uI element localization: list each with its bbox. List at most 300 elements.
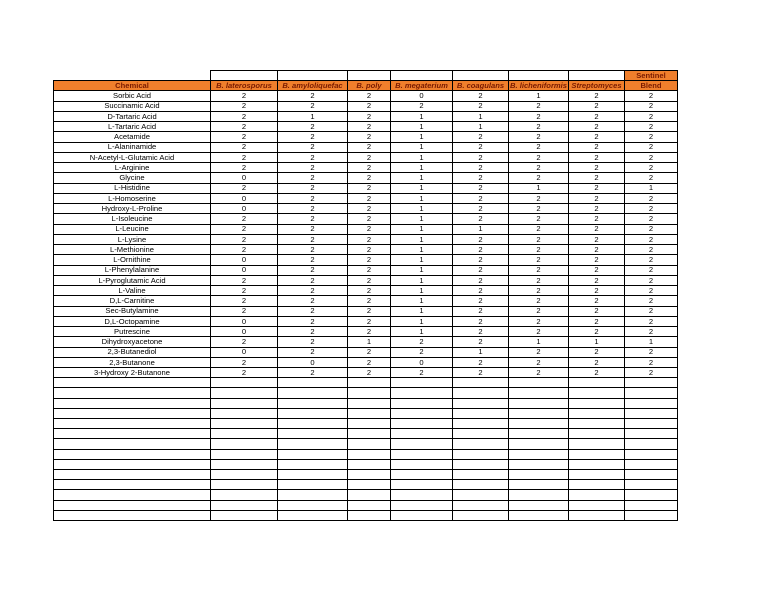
score-cell: 2 xyxy=(278,316,348,326)
empty-cell xyxy=(569,490,625,500)
empty-cell xyxy=(348,449,391,459)
table-row xyxy=(54,286,678,296)
table-row xyxy=(54,163,678,173)
score-cell: 2 xyxy=(348,204,391,214)
chemical-name-cell: Hydroxy-L-Proline xyxy=(54,204,211,214)
empty-cell xyxy=(278,510,348,520)
empty-row xyxy=(54,459,678,469)
score-cell: 2 xyxy=(348,347,391,357)
score-cell: 2 xyxy=(278,173,348,183)
empty-cell xyxy=(453,459,509,469)
empty-cell xyxy=(625,480,678,490)
score-cell: 2 xyxy=(509,368,569,378)
blank-header-cell xyxy=(348,71,391,81)
table-row xyxy=(54,173,678,183)
score-cell: 2 xyxy=(348,214,391,224)
column-header-licheniformis: B. licheniformis xyxy=(510,80,567,90)
chemical-name-cell: L-Tartaric Acid xyxy=(54,122,211,132)
score-cell: 2 xyxy=(453,337,509,347)
table-row xyxy=(54,132,678,142)
score-cell: 2 xyxy=(453,132,509,142)
score-cell: 2 xyxy=(211,275,278,285)
score-cell: 2 xyxy=(569,204,625,214)
score-cell: 1 xyxy=(391,163,453,173)
empty-cell xyxy=(348,419,391,429)
score-cell: 2 xyxy=(278,183,348,193)
score-cell: 2 xyxy=(348,91,391,101)
score-cell: 2 xyxy=(509,245,569,255)
empty-cell xyxy=(348,490,391,500)
top-header-row xyxy=(54,71,678,81)
table-row xyxy=(54,193,678,203)
score-cell: 2 xyxy=(453,193,509,203)
score-cell: 2 xyxy=(625,111,678,121)
score-cell: 2 xyxy=(348,142,391,152)
score-cell: 2 xyxy=(625,357,678,367)
score-cell: 2 xyxy=(453,275,509,285)
score-cell: 2 xyxy=(625,91,678,101)
chemical-name-cell: D,L-Carnitine xyxy=(54,296,211,306)
score-cell: 2 xyxy=(453,327,509,337)
empty-cell xyxy=(453,419,509,429)
empty-cell xyxy=(348,500,391,510)
score-cell: 2 xyxy=(348,234,391,244)
empty-cell xyxy=(348,408,391,418)
empty-cell xyxy=(625,408,678,418)
score-cell: 2 xyxy=(569,101,625,111)
score-cell: 2 xyxy=(348,306,391,316)
table-row xyxy=(54,296,678,306)
table-row xyxy=(54,214,678,224)
chemical-name-cell: L-Arginine xyxy=(54,163,211,173)
score-cell: 2 xyxy=(569,286,625,296)
table-row xyxy=(54,368,678,378)
empty-cell xyxy=(278,429,348,439)
empty-cell xyxy=(278,459,348,469)
score-cell: 1 xyxy=(391,234,453,244)
chemical-name-cell: Dihydroxyacetone xyxy=(54,337,211,347)
empty-cell xyxy=(54,490,211,500)
score-cell: 2 xyxy=(509,286,569,296)
empty-cell xyxy=(453,388,509,398)
table-row xyxy=(54,224,678,234)
score-cell: 2 xyxy=(509,265,569,275)
table-row xyxy=(54,265,678,275)
score-cell: 2 xyxy=(569,173,625,183)
empty-cell xyxy=(453,490,509,500)
score-cell: 2 xyxy=(569,265,625,275)
empty-cell xyxy=(348,510,391,520)
score-cell: 2 xyxy=(625,368,678,378)
empty-cell xyxy=(509,429,569,439)
empty-row xyxy=(54,500,678,510)
score-cell: 2 xyxy=(625,132,678,142)
score-cell: 2 xyxy=(453,234,509,244)
score-cell: 2 xyxy=(625,214,678,224)
score-cell: 2 xyxy=(569,224,625,234)
score-cell: 2 xyxy=(211,163,278,173)
empty-cell xyxy=(391,449,453,459)
empty-cell xyxy=(211,480,278,490)
empty-row xyxy=(54,408,678,418)
chemical-name-cell: D,L-Octopamine xyxy=(54,316,211,326)
score-cell: 2 xyxy=(278,265,348,275)
empty-cell xyxy=(625,490,678,500)
empty-cell xyxy=(54,378,211,388)
score-cell: 2 xyxy=(509,327,569,337)
score-cell: 2 xyxy=(391,101,453,111)
score-cell: 2 xyxy=(569,122,625,132)
score-cell: 2 xyxy=(278,224,348,234)
empty-cell xyxy=(211,490,278,500)
chemical-name-cell: N-Acetyl-L-Glutamic Acid xyxy=(54,152,211,162)
score-cell: 2 xyxy=(625,152,678,162)
empty-cell xyxy=(348,480,391,490)
empty-cell xyxy=(625,469,678,479)
chemical-name-cell: Acetamide xyxy=(54,132,211,142)
score-cell: 2 xyxy=(211,122,278,132)
score-cell: 2 xyxy=(569,142,625,152)
score-cell: 2 xyxy=(211,183,278,193)
score-cell: 2 xyxy=(453,214,509,224)
table-row xyxy=(54,275,678,285)
chemical-name-cell: L-Pyroglutamic Acid xyxy=(54,275,211,285)
score-cell: 2 xyxy=(625,306,678,316)
score-cell: 2 xyxy=(453,163,509,173)
empty-cell xyxy=(453,500,509,510)
score-cell: 2 xyxy=(278,101,348,111)
table-row xyxy=(54,347,678,357)
table-body xyxy=(54,71,678,521)
score-cell: 2 xyxy=(211,224,278,234)
chemical-name-cell: L-Phenylalanine xyxy=(54,265,211,275)
score-cell: 0 xyxy=(211,316,278,326)
score-cell: 2 xyxy=(348,327,391,337)
empty-cell xyxy=(509,408,569,418)
score-cell: 2 xyxy=(348,286,391,296)
empty-cell xyxy=(453,480,509,490)
empty-cell xyxy=(391,408,453,418)
table-row xyxy=(54,357,678,367)
empty-cell xyxy=(569,419,625,429)
score-cell: 0 xyxy=(211,204,278,214)
table-row xyxy=(54,255,678,265)
score-cell: 2 xyxy=(453,296,509,306)
table-row xyxy=(54,91,678,101)
empty-cell xyxy=(211,388,278,398)
column-header-blend: Blend xyxy=(625,81,678,91)
score-cell: 2 xyxy=(509,296,569,306)
score-cell: 0 xyxy=(391,357,453,367)
empty-cell xyxy=(509,419,569,429)
empty-cell xyxy=(569,480,625,490)
score-cell: 2 xyxy=(625,101,678,111)
score-cell: 2 xyxy=(569,255,625,265)
chemical-name-cell: L-Isoleucine xyxy=(54,214,211,224)
empty-cell xyxy=(569,500,625,510)
empty-cell xyxy=(453,510,509,520)
score-cell: 2 xyxy=(348,275,391,285)
score-cell: 2 xyxy=(569,111,625,121)
empty-cell xyxy=(278,398,348,408)
score-cell: 2 xyxy=(453,245,509,255)
score-cell: 1 xyxy=(391,173,453,183)
score-cell: 2 xyxy=(569,193,625,203)
score-cell: 2 xyxy=(278,306,348,316)
score-cell: 2 xyxy=(453,101,509,111)
score-cell: 0 xyxy=(211,255,278,265)
score-cell: 2 xyxy=(509,316,569,326)
score-cell: 2 xyxy=(211,245,278,255)
score-cell: 1 xyxy=(278,111,348,121)
table-row xyxy=(54,111,678,121)
table-row xyxy=(54,306,678,316)
empty-cell xyxy=(569,510,625,520)
score-cell: 2 xyxy=(278,193,348,203)
chemical-name-cell: Putrescine xyxy=(54,327,211,337)
score-cell: 2 xyxy=(278,255,348,265)
score-cell: 2 xyxy=(569,327,625,337)
score-cell: 2 xyxy=(509,122,569,132)
score-cell: 2 xyxy=(509,193,569,203)
score-cell: 0 xyxy=(211,173,278,183)
score-cell: 2 xyxy=(391,347,453,357)
score-cell: 2 xyxy=(278,142,348,152)
empty-cell xyxy=(509,378,569,388)
empty-row xyxy=(54,490,678,500)
score-cell: 2 xyxy=(569,183,625,193)
score-cell: 2 xyxy=(278,214,348,224)
empty-cell xyxy=(54,449,211,459)
score-cell: 1 xyxy=(391,111,453,121)
empty-cell xyxy=(348,439,391,449)
blank-header-cell xyxy=(509,71,569,81)
score-cell: 2 xyxy=(278,152,348,162)
score-cell: 2 xyxy=(509,152,569,162)
score-cell: 2 xyxy=(509,306,569,316)
empty-cell xyxy=(54,510,211,520)
score-cell: 2 xyxy=(278,204,348,214)
empty-cell xyxy=(625,500,678,510)
empty-cell xyxy=(391,480,453,490)
empty-cell xyxy=(391,398,453,408)
score-cell: 1 xyxy=(391,265,453,275)
column-header-coagulans: B. coagulans xyxy=(453,81,509,91)
empty-row xyxy=(54,449,678,459)
score-cell: 0 xyxy=(391,91,453,101)
empty-cell xyxy=(569,388,625,398)
score-cell: 1 xyxy=(453,224,509,234)
score-cell: 2 xyxy=(509,214,569,224)
score-cell: 2 xyxy=(278,91,348,101)
score-cell: 2 xyxy=(625,275,678,285)
empty-cell xyxy=(391,490,453,500)
column-header-megaterium: B. megaterium xyxy=(391,81,453,91)
empty-row xyxy=(54,480,678,490)
score-cell: 2 xyxy=(348,163,391,173)
chemical-name-cell: 3-Hydroxy 2-Butanone xyxy=(54,368,211,378)
empty-row xyxy=(54,469,678,479)
blank-header-cell xyxy=(391,71,453,81)
score-cell: 2 xyxy=(569,347,625,357)
score-cell: 2 xyxy=(625,245,678,255)
score-cell: 2 xyxy=(625,286,678,296)
score-cell: 2 xyxy=(509,142,569,152)
score-cell: 1 xyxy=(453,111,509,121)
score-cell: 2 xyxy=(509,163,569,173)
score-cell: 1 xyxy=(391,122,453,132)
empty-cell xyxy=(278,449,348,459)
table-row xyxy=(54,316,678,326)
score-cell: 2 xyxy=(348,265,391,275)
score-cell: 2 xyxy=(453,286,509,296)
score-cell: 2 xyxy=(569,245,625,255)
empty-cell xyxy=(278,419,348,429)
chemical-table xyxy=(53,70,678,521)
score-cell: 2 xyxy=(211,234,278,244)
score-cell: 2 xyxy=(625,327,678,337)
empty-cell xyxy=(625,429,678,439)
empty-row xyxy=(54,510,678,520)
score-cell: 2 xyxy=(453,183,509,193)
empty-cell xyxy=(391,378,453,388)
score-cell: 2 xyxy=(569,91,625,101)
table-row xyxy=(54,122,678,132)
score-cell: 1 xyxy=(391,214,453,224)
score-cell: 2 xyxy=(569,296,625,306)
table-row xyxy=(54,204,678,214)
empty-cell xyxy=(54,480,211,490)
score-cell: 2 xyxy=(625,193,678,203)
empty-cell xyxy=(54,398,211,408)
table-row xyxy=(54,183,678,193)
table-row xyxy=(54,245,678,255)
score-cell: 1 xyxy=(509,337,569,347)
empty-cell xyxy=(569,469,625,479)
score-cell: 1 xyxy=(348,337,391,347)
empty-cell xyxy=(569,378,625,388)
score-cell: 2 xyxy=(509,111,569,121)
empty-cell xyxy=(278,480,348,490)
score-cell: 2 xyxy=(625,122,678,132)
empty-cell xyxy=(348,388,391,398)
chemical-name-cell: D-Tartaric Acid xyxy=(54,111,211,121)
score-cell: 2 xyxy=(509,234,569,244)
empty-cell xyxy=(625,510,678,520)
empty-cell xyxy=(391,419,453,429)
score-cell: 2 xyxy=(569,316,625,326)
score-cell: 2 xyxy=(211,306,278,316)
empty-cell xyxy=(348,459,391,469)
empty-cell xyxy=(509,500,569,510)
empty-cell xyxy=(211,510,278,520)
chemical-name-cell: 2,3-Butanone xyxy=(54,357,211,367)
score-cell: 2 xyxy=(278,132,348,142)
score-cell: 2 xyxy=(278,245,348,255)
table-row xyxy=(54,337,678,347)
score-cell: 2 xyxy=(348,296,391,306)
empty-cell xyxy=(54,500,211,510)
score-cell: 2 xyxy=(348,316,391,326)
score-cell: 1 xyxy=(391,245,453,255)
score-cell: 2 xyxy=(569,234,625,244)
score-cell: 2 xyxy=(569,357,625,367)
score-cell: 2 xyxy=(278,296,348,306)
chemical-name-cell: Sorbic Acid xyxy=(54,91,211,101)
score-cell: 2 xyxy=(211,152,278,162)
chemical-name-cell: L-Valine xyxy=(54,286,211,296)
empty-cell xyxy=(509,398,569,408)
score-cell: 0 xyxy=(211,347,278,357)
empty-cell xyxy=(391,510,453,520)
empty-cell xyxy=(54,459,211,469)
empty-cell xyxy=(391,429,453,439)
empty-cell xyxy=(453,378,509,388)
empty-cell xyxy=(453,449,509,459)
column-header-row xyxy=(54,81,678,91)
empty-cell xyxy=(509,510,569,520)
empty-cell xyxy=(625,398,678,408)
score-cell: 2 xyxy=(348,152,391,162)
empty-cell xyxy=(54,419,211,429)
score-cell: 2 xyxy=(453,173,509,183)
blank-header-cell xyxy=(569,71,625,81)
score-cell: 2 xyxy=(625,265,678,275)
empty-cell xyxy=(348,429,391,439)
score-cell: 2 xyxy=(348,132,391,142)
score-cell: 2 xyxy=(348,368,391,378)
column-header-laterosporus: B. laterosporus xyxy=(211,81,278,91)
score-cell: 2 xyxy=(509,173,569,183)
score-cell: 1 xyxy=(569,337,625,347)
score-cell: 2 xyxy=(348,173,391,183)
chemical-name-cell: L-Ornithine xyxy=(54,255,211,265)
score-cell: 2 xyxy=(625,163,678,173)
empty-cell xyxy=(391,439,453,449)
score-cell: 2 xyxy=(211,214,278,224)
score-cell: 2 xyxy=(569,275,625,285)
table-row xyxy=(54,152,678,162)
blank-header-cell xyxy=(278,71,348,81)
score-cell: 1 xyxy=(391,142,453,152)
chemical-name-cell: L-Histidine xyxy=(54,183,211,193)
score-cell: 1 xyxy=(391,306,453,316)
score-cell: 2 xyxy=(509,275,569,285)
empty-cell xyxy=(278,439,348,449)
score-cell: 2 xyxy=(625,316,678,326)
score-cell: 2 xyxy=(509,204,569,214)
score-cell: 2 xyxy=(348,101,391,111)
score-cell: 2 xyxy=(348,224,391,234)
score-cell: 1 xyxy=(391,224,453,234)
empty-cell xyxy=(54,408,211,418)
chemical-name-cell: L-Homoserine xyxy=(54,193,211,203)
score-cell: 1 xyxy=(391,327,453,337)
empty-cell xyxy=(453,469,509,479)
score-cell: 1 xyxy=(509,183,569,193)
empty-row xyxy=(54,419,678,429)
score-cell: 0 xyxy=(211,265,278,275)
score-cell: 2 xyxy=(348,193,391,203)
empty-cell xyxy=(391,459,453,469)
column-header-amyloliquefac: B. amyloliquefac xyxy=(278,81,348,91)
score-cell: 1 xyxy=(391,183,453,193)
score-cell: 1 xyxy=(391,132,453,142)
empty-cell xyxy=(509,388,569,398)
score-cell: 2 xyxy=(278,122,348,132)
chemical-name-cell: 2,3-Butanediol xyxy=(54,347,211,357)
score-cell: 2 xyxy=(509,224,569,234)
